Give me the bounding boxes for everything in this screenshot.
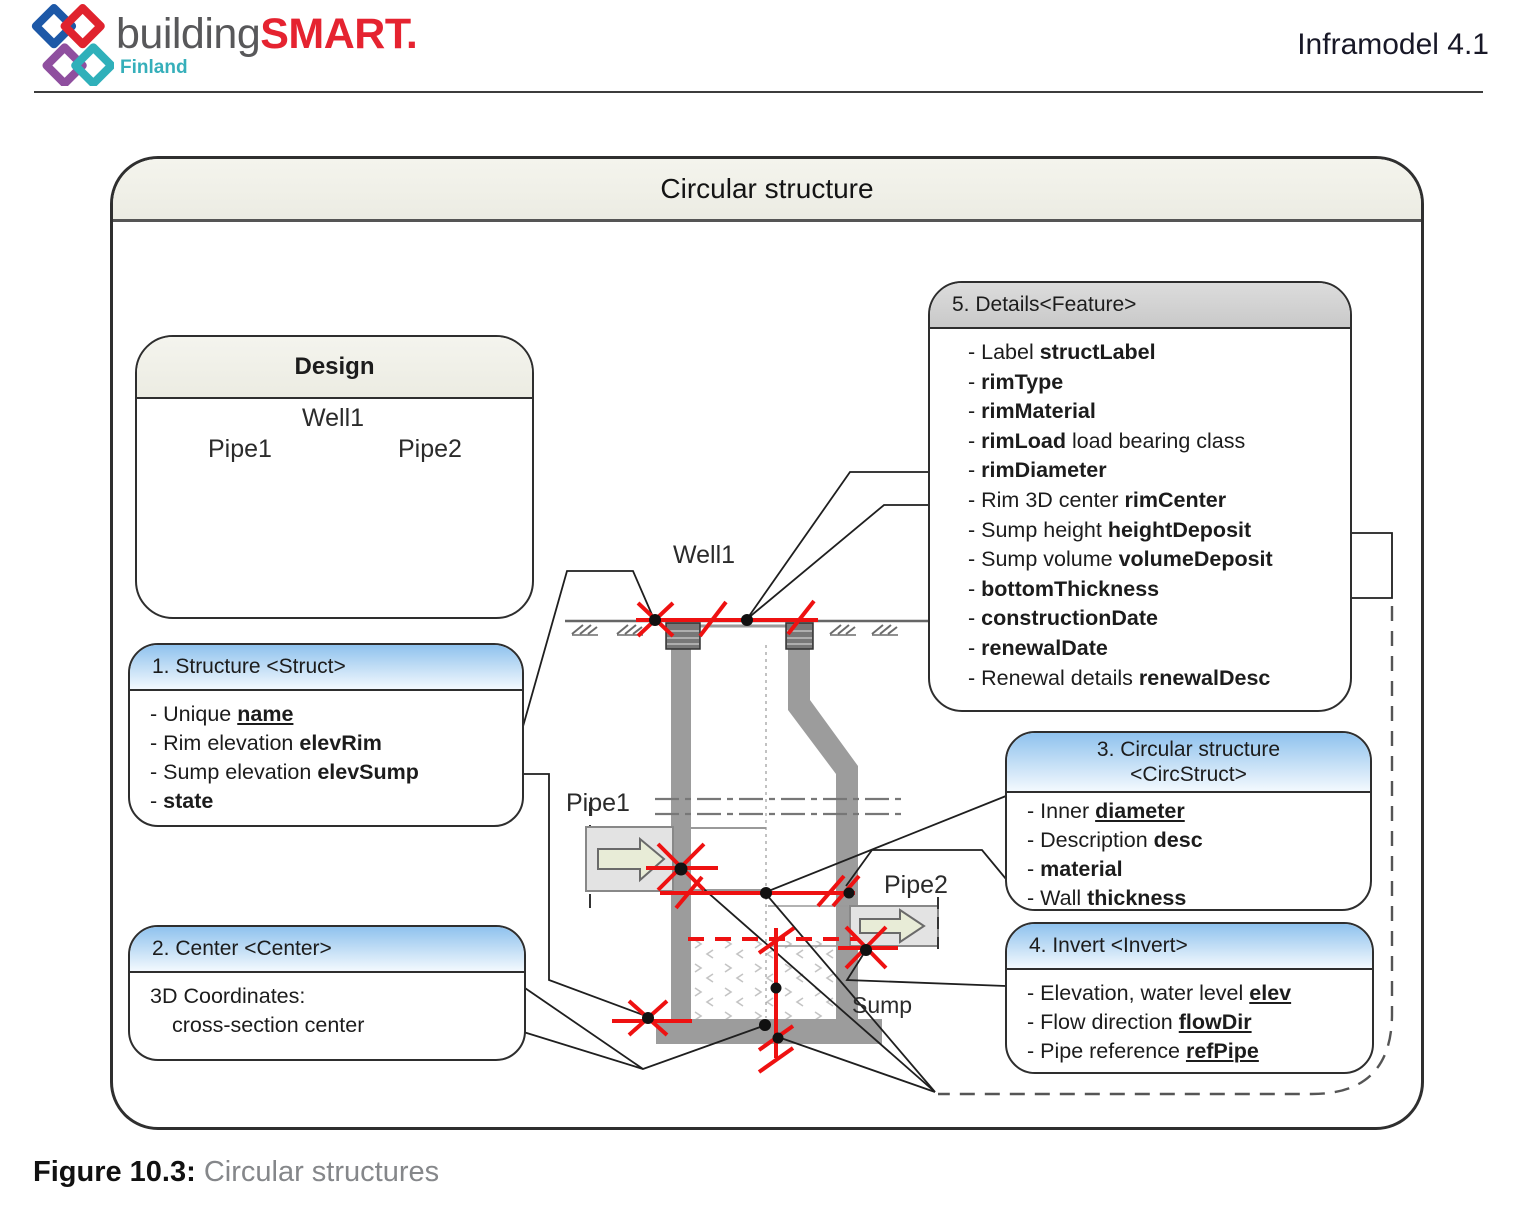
sump-area — [691, 941, 836, 1019]
document-title: Inframodel 4.1 — [1297, 28, 1489, 61]
attribute-item: - Sump elevation elevSump — [150, 760, 419, 784]
attribute-item: - constructionDate — [968, 606, 1158, 631]
details-box-header — [930, 283, 1350, 329]
attribute-item: - Pipe reference refPipe — [1027, 1039, 1259, 1063]
center-line1: 3D Coordinates: — [150, 984, 306, 1008]
attribute-item: - Label structLabel — [968, 340, 1156, 364]
diagram-title: Circular structure — [660, 173, 874, 204]
details-box — [928, 281, 1352, 712]
figure-caption-text: Circular structures — [195, 1156, 440, 1188]
attribute-item: - Sump height heightDeposit — [968, 517, 1252, 542]
circular-structure-box — [1005, 731, 1372, 911]
center-box-title: 2. Center <Center> — [152, 937, 332, 960]
invert-box — [1005, 922, 1374, 1074]
invert-box-body — [1007, 970, 1372, 1066]
attribute-item: - Inner diameter — [1027, 799, 1185, 823]
header-divider — [34, 91, 1483, 93]
buildingsmart-logo-icon — [30, 4, 114, 86]
sump-label: Sump — [852, 992, 913, 1018]
details-box-body — [930, 329, 1350, 693]
center-box-body — [130, 973, 524, 1040]
figure-caption-label: Figure 10.3: — [33, 1156, 196, 1188]
attribute-item: - Unique name — [150, 702, 294, 726]
brand-building-text: building — [116, 10, 261, 58]
structure-box-title: 1. Structure <Struct> — [152, 655, 346, 678]
attribute-item: - Rim elevation elevRim — [150, 731, 382, 755]
brand-finland-text: Finland — [120, 57, 188, 78]
center-line2: cross-section center — [172, 1013, 365, 1037]
structure-box — [128, 643, 524, 827]
invert-box-title: 4. Invert <Invert> — [1029, 934, 1188, 957]
attribute-item: - rimLoad load bearing class — [968, 428, 1246, 453]
attribute-item: - Elevation, water level elev — [1027, 981, 1292, 1005]
pipe1-label: Pipe1 — [566, 789, 630, 817]
attribute-item: - Rim 3D center rimCenter — [968, 487, 1227, 512]
invert-box-header — [1007, 924, 1372, 970]
buildingsmart-logo-text — [116, 10, 417, 59]
attribute-item: - state — [150, 789, 214, 813]
attribute-item: - Sump volume volumeDeposit — [968, 547, 1273, 572]
circ-box-title-line2: <CircStruct> — [1130, 763, 1247, 786]
attribute-item: - bottomThickness — [968, 576, 1160, 601]
attribute-item: - rimMaterial — [968, 399, 1096, 424]
center-box — [128, 925, 526, 1061]
attribute-item: - renewalDate — [968, 635, 1108, 660]
figure-caption — [33, 1156, 439, 1189]
attribute-item: - rimDiameter — [968, 458, 1107, 483]
center-box-header — [130, 927, 524, 973]
attribute-item: - Wall thickness — [1027, 886, 1187, 910]
attribute-item: - Flow direction flowDir — [1027, 1010, 1252, 1034]
design-well1-label: Well1 — [302, 404, 365, 432]
structure-box-body — [130, 691, 522, 816]
attribute-item: - Renewal details renewalDesc — [968, 665, 1271, 690]
well1-label: Well1 — [673, 541, 736, 569]
details-box-title: 5. Details<Feature> — [952, 293, 1137, 316]
attribute-item: - Description desc — [1027, 828, 1203, 852]
structure-box-header — [130, 645, 522, 691]
design-box-title: Design — [294, 353, 375, 380]
circular-structure-box-body — [1007, 793, 1370, 911]
circ-box-title-line1: 3. Circular structure — [1096, 737, 1281, 761]
circular-structure-box-header — [1007, 733, 1370, 793]
attribute-item: - material — [1027, 857, 1123, 881]
brand-smart-text: SMART. — [260, 10, 418, 58]
design-box-header — [137, 337, 532, 399]
attribute-item: - rimType — [968, 369, 1064, 394]
design-box — [135, 335, 534, 619]
design-pipe1-label: Pipe1 — [208, 435, 272, 463]
pipe2-label: Pipe2 — [884, 871, 948, 899]
design-pipe2-label: Pipe2 — [398, 435, 462, 463]
